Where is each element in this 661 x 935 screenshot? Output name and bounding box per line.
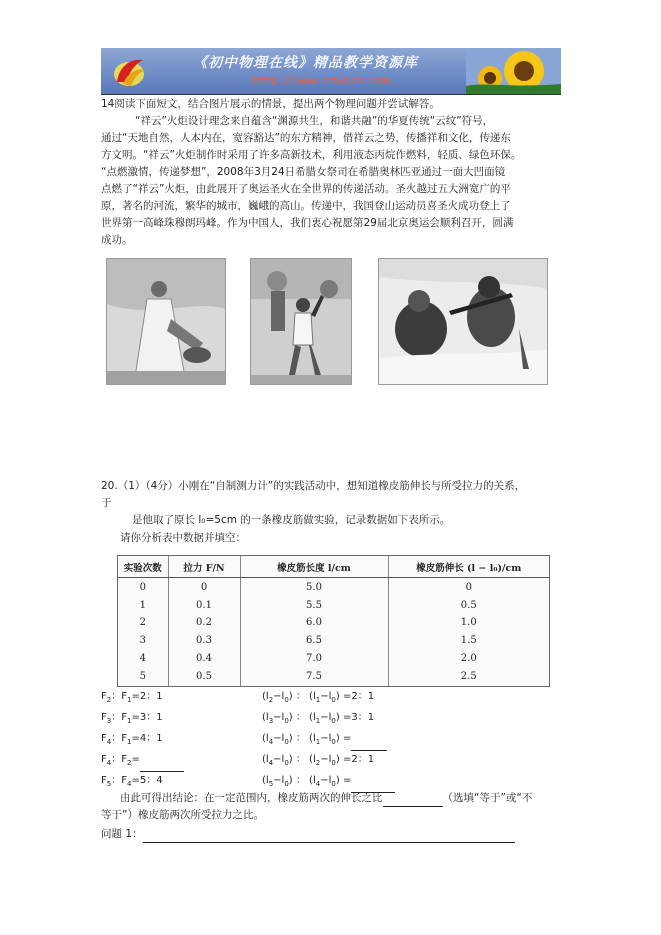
force-ratio-line: $F_2$：$F_1=2$：1	[101, 691, 163, 704]
photo-torch-runner	[250, 258, 352, 385]
q14-line: 方文明。“祥云”火炬制作时采用了许多高新技术，利用液态丙烷作燃料，轻质、绿色环保。	[101, 149, 522, 161]
header-banner	[101, 48, 561, 95]
table-cell: 5	[139, 671, 146, 683]
table-cell: 0.2	[168, 614, 240, 632]
table-header: 拉力 F/N	[168, 556, 240, 578]
table-cell: 0	[139, 581, 146, 593]
question-1-answer-blank[interactable]	[143, 842, 515, 843]
data-table	[117, 555, 550, 687]
q14-line: 通过“天地自然，人本内在，宽容豁达”的东方精神，借祥云之势，传播祥和文化，传递东	[101, 132, 511, 144]
table-header: 橡皮筋伸长 (l − l₀)/cm	[388, 556, 549, 578]
q14-line: 原，著名的河流，繁华的城市，巍峨的高山。传递中，我国登山运动员喜圣火成功登上了	[101, 200, 511, 212]
photo-everest-climbers	[378, 258, 548, 385]
force-ratio-line: $F_4$：$F_2=$	[101, 751, 184, 772]
table-row	[118, 668, 549, 686]
table-header: 橡皮筋长度 l/cm	[240, 556, 388, 578]
question-14-passage	[101, 96, 521, 249]
q14-line: 成功。	[101, 234, 133, 246]
banner-url: http://www.czwlzx.com	[251, 74, 391, 87]
question-1-line	[101, 826, 515, 843]
q20-setup: 是他取了原长 l₀=5cm 的一条橡皮筋做实验，记录数据如下表所示。	[132, 514, 451, 526]
table-cell: 0.5	[388, 596, 549, 614]
table-row	[118, 650, 549, 668]
photo-priestess	[106, 258, 226, 385]
force-ratio-line: $F_4$：$F_1=4$：1	[101, 733, 163, 746]
question-1-label: 问题 1：	[101, 828, 143, 840]
table-cell: 0	[388, 578, 549, 597]
conclusion-text: （选填“等于”或“不	[442, 792, 533, 804]
extension-ratio-line: $(l_5-l_0)$ ： $(l_4-l_0)$ =	[262, 772, 395, 793]
table-cell: 7.0	[240, 650, 388, 668]
table-cell: 4	[139, 653, 146, 665]
table-cell: 5.5	[240, 596, 388, 614]
table-row	[118, 596, 549, 614]
conclusion-text: 由此可得出结论：在一定范围内，橡皮筋两次的伸长之比	[120, 792, 383, 804]
extension-ratio-line: $(l_2-l_0)$ ： $(l_1-l_0) =2$：1	[262, 691, 375, 704]
table-cell: 1.0	[388, 614, 549, 632]
q14-line: 点燃了“祥云”火炬，由此展开了奥运圣火在全世界的传递活动。圣火越过五大洲宽广的平	[101, 183, 511, 195]
force-ratio-line: $F_3$：$F_1=3$：1	[101, 712, 163, 725]
table-cell: 0.5	[168, 668, 240, 686]
table-row	[118, 614, 549, 632]
extension-ratios	[262, 688, 395, 793]
q20-instruction: 请你分析表中数据并填空：	[120, 532, 246, 544]
q14-line: 世界第一高峰珠穆朗玛峰。作为中国人，我们衷心祝愿第29届北京奥运会顺利召开，圆满	[101, 217, 514, 229]
conclusion-blank[interactable]	[383, 806, 443, 807]
table-cell: 0	[168, 578, 240, 597]
table-cell: 2.0	[388, 650, 549, 668]
table-header: 实验次数	[118, 556, 168, 578]
table-cell: 2.5	[388, 668, 549, 686]
table-cell: 0.4	[168, 650, 240, 668]
table-cell: 0.1	[168, 596, 240, 614]
table-cell: 6.0	[240, 614, 388, 632]
q14-line: 14阅读下面短文，结合图片展示的情景，提出两个物理问题并尝试解答。	[101, 98, 440, 110]
q14-line: “点燃激情，传递梦想”，2008年3月24日希腊女祭司在希腊奥林匹亚通过一面大凹面镜	[101, 166, 506, 178]
q20-intro: 20.（1）（4分）小刚在“自制测力计”的实践活动中，想知道橡皮筋伸长与所受拉力的关系，	[101, 480, 526, 492]
table-cell: 7.5	[240, 668, 388, 686]
table-cell: 6.5	[240, 632, 388, 650]
conclusion-cont: 等于”）橡皮筋两次所受拉力之比。	[101, 809, 264, 821]
table-cell: 2	[139, 617, 146, 629]
site-logo-icon	[109, 52, 149, 90]
table-cell: 3	[139, 635, 146, 647]
force-ratio-line: $F_5$：$F_4=5$：4	[101, 775, 163, 788]
extension-ratio-line: $(l_3-l_0)$ ： $(l_1-l_0) =3$：1	[262, 712, 375, 725]
table-cell: 1.5	[388, 632, 549, 650]
table-row	[118, 578, 549, 597]
table-cell: 1	[139, 599, 146, 611]
sunflower-icon	[466, 48, 561, 94]
conclusion-line	[120, 790, 532, 807]
table-row	[118, 632, 549, 650]
extension-ratio-line: $(l_4-l_0)$ ： $(l_2-l_0) =2$：1	[262, 754, 375, 767]
q14-line: “祥云”火炬设计理念来自蕴含“渊源共生，和谐共融”的华夏传统“云纹”符号，	[135, 115, 494, 127]
table-cell: 5.0	[240, 578, 388, 597]
banner-title: 《初中物理在线》精品教学资源库	[193, 55, 418, 71]
extension-ratio-line: $(l_4-l_0)$ ： $(l_1-l_0)$ =	[262, 730, 395, 751]
table-cell: 0.3	[168, 632, 240, 650]
q20-intro-cont: 于	[101, 497, 112, 509]
table-header-row	[118, 556, 549, 578]
force-ratios	[101, 688, 184, 793]
